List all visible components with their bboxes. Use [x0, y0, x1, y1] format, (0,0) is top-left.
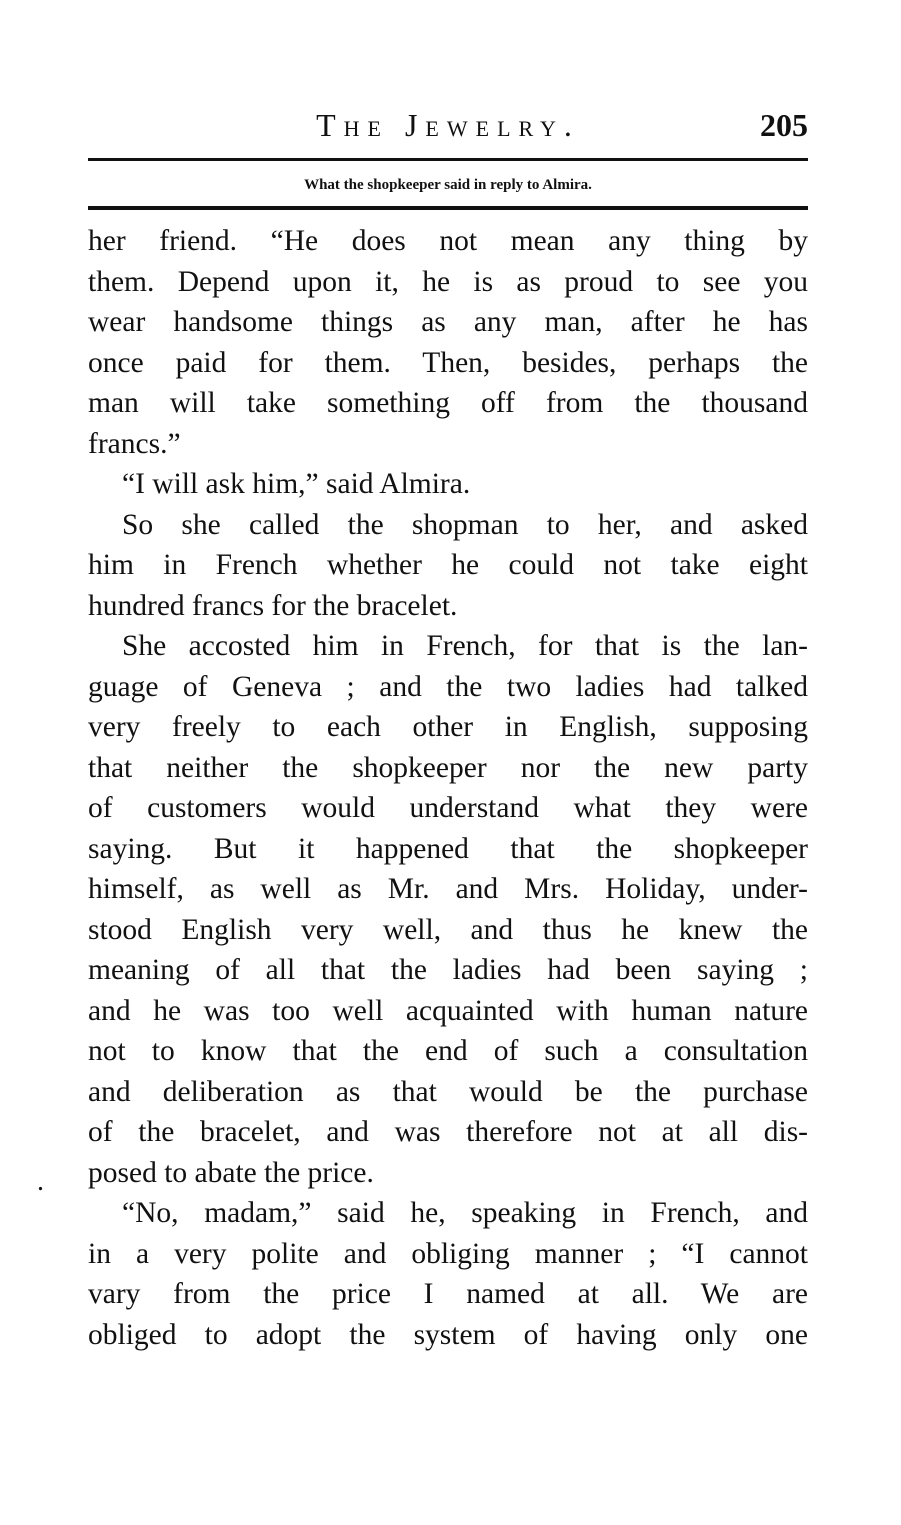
text-line: them. Depend upon it, he is as proud to see you [88, 265, 808, 298]
text-line: She accosted him in French, for that is the lan- [122, 630, 808, 662]
text-line: saying. But it happened that the shopkeeper [88, 832, 808, 865]
text-line: hundred francs for the bracelet. [88, 589, 458, 622]
text-line: that neither the shopkeeper nor the new party [88, 751, 808, 784]
text-line: him in French whether he could not take eight [88, 549, 808, 581]
text-line: francs.” [88, 427, 181, 460]
text-line: So she called the shopman to her, and asked [122, 508, 808, 541]
text-line: very freely to each other in English, supposing [88, 711, 808, 743]
text-line: of the bracelet, and was therefore not at all dis- [88, 1116, 808, 1148]
text-line: her friend. “He does not mean any thing by [88, 225, 808, 257]
text-line: wear handsome things as any man, after he has [88, 306, 808, 338]
text-line: posed to abate the price. [88, 1156, 374, 1189]
page-number: 205 [760, 107, 808, 143]
header-rule-bottom [88, 206, 808, 210]
text-line: and he was too well acquainted with human nature [88, 994, 808, 1027]
body-text [88, 221, 808, 1355]
text-line: “No, madam,” said he, speaking in French, and [122, 1197, 808, 1229]
text-line: obliged to adopt the system of having only one [88, 1318, 808, 1351]
running-title: The Jewelry. [316, 107, 580, 143]
text-line: in a very polite and obliging manner ; “I cannot [88, 1237, 808, 1270]
running-subhead: What the shopkeeper said in reply to Almira. [304, 177, 592, 193]
text-line: of customers would understand what they were [88, 792, 808, 824]
text-line: man will take something off from the thousand [88, 387, 808, 419]
running-head [88, 103, 808, 153]
text-line: vary from the price I named at all. We are [88, 1278, 808, 1310]
text-line: and deliberation as that would be the purchase [88, 1075, 808, 1108]
header-rule-top [88, 158, 808, 161]
text-line: once paid for them. Then, besides, perhaps the [88, 346, 808, 379]
text-line: himself, as well as Mr. and Mrs. Holiday, under- [88, 873, 808, 905]
text-line: meaning of all that the ladies had been saying ; [88, 954, 808, 986]
text-line: not to know that the end of such a consultation [88, 1035, 808, 1067]
text-line: “I will ask him,” said Almira. [122, 468, 471, 500]
text-line: guage of Geneva ; and the two ladies had talked [88, 670, 808, 703]
text-line: stood English very well, and thus he knew the [88, 913, 808, 946]
margin-mark: . [37, 1166, 44, 1197]
